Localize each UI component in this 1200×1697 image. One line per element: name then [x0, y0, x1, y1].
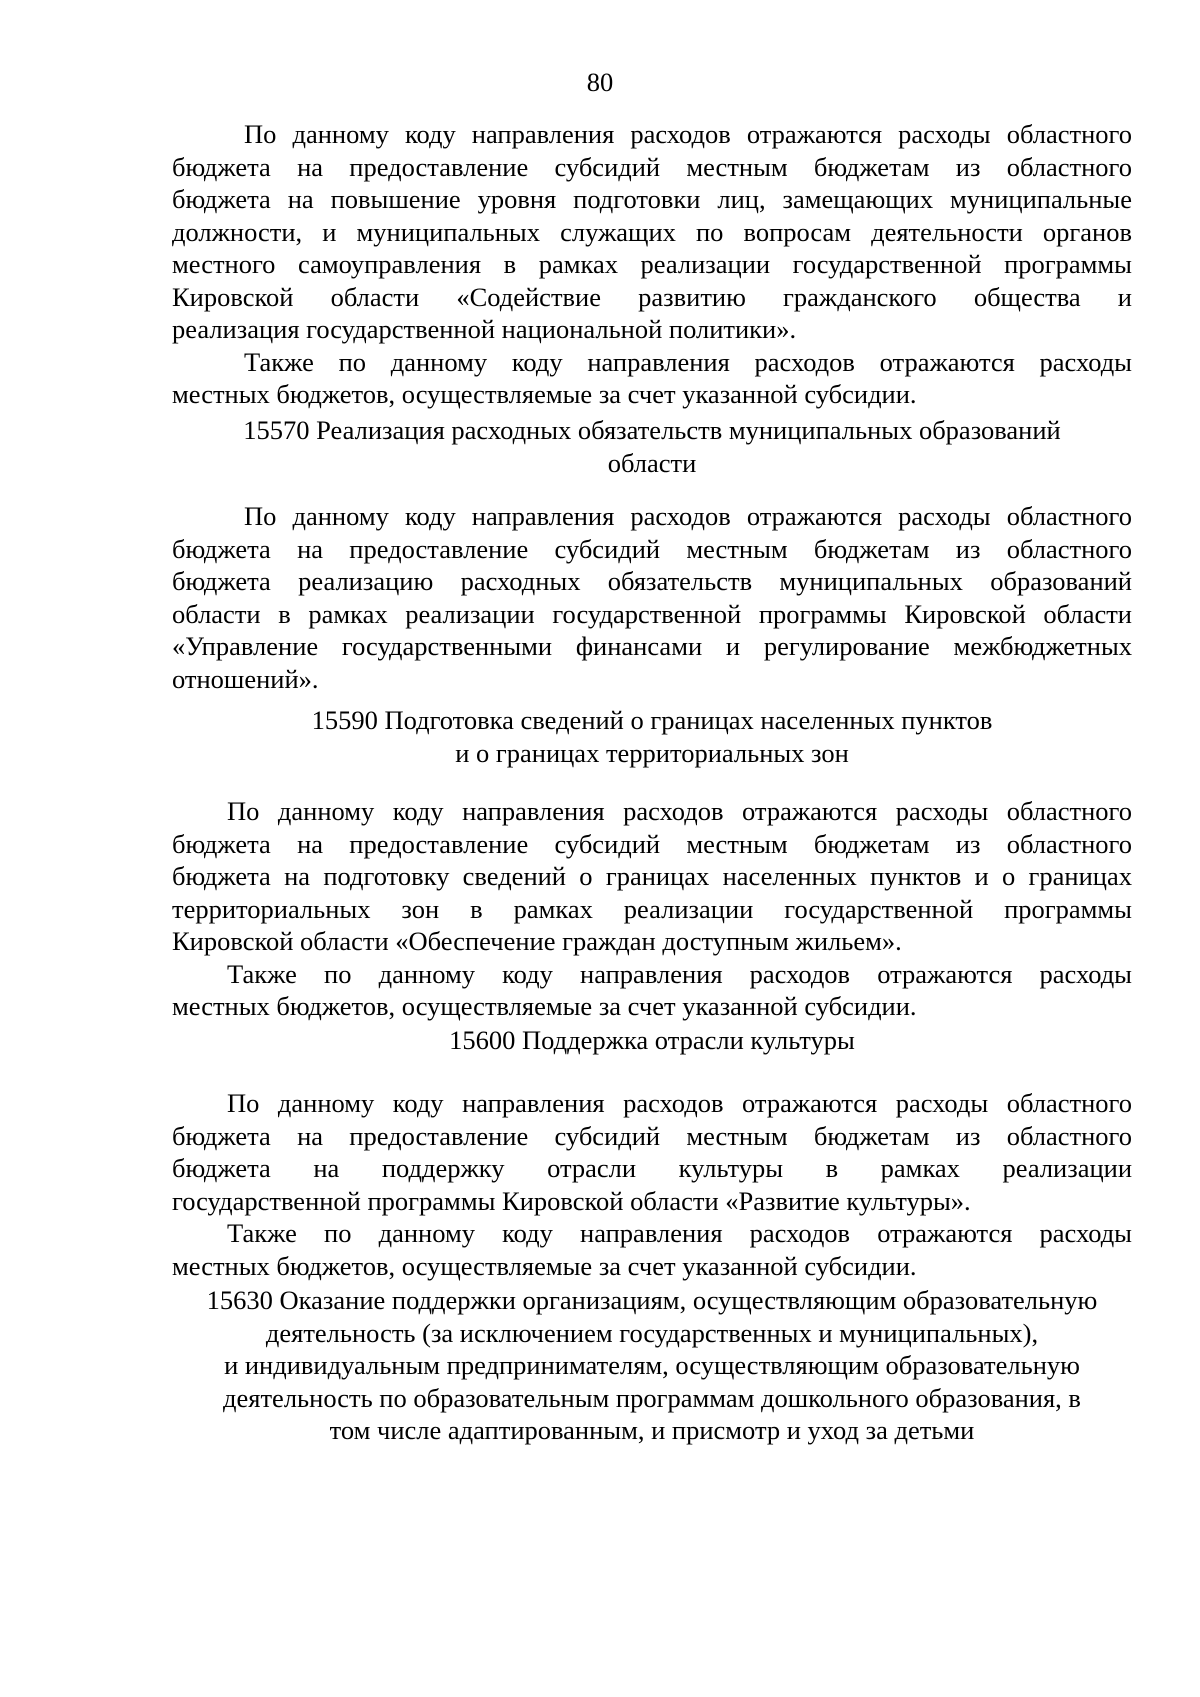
section-heading: [172, 414, 1132, 479]
heading-line: 15590 Подготовка сведений о границах населенных пунктов: [311, 705, 993, 735]
text-line: бюджета на предоставление субсидий местным бюджетам из областного: [172, 533, 1132, 564]
paragraph: [172, 500, 1132, 695]
section-15570-body: [172, 500, 1132, 695]
heading-line: и индивидуальным предпринимателям, осуществляющим образовательную: [224, 1350, 1080, 1380]
section-15570: [172, 414, 1132, 479]
text-line: бюджета на предоставление субсидий местным бюджетам из областного: [172, 151, 1132, 182]
section-15590-body: [172, 795, 1132, 1023]
text-line: По данному коду направления расходов отражаются расходы областного: [227, 1088, 1132, 1118]
paragraph: [172, 795, 1132, 958]
text-line: отношений».: [172, 663, 319, 694]
section-heading: [172, 704, 1132, 769]
text-line: бюджета на повышение уровня подготовки лиц, замещающих муниципальные: [172, 184, 1132, 214]
section-15600: [172, 1024, 1132, 1057]
text-line: Кировской области «Содействие развитию гражданского общества и: [172, 281, 1132, 312]
text-line: Также по данному коду направления расходов отражаются расходы: [227, 1218, 1132, 1248]
text-line: Кировской области «Обеспечение граждан доступным жильем».: [172, 926, 902, 956]
heading-line: 15570 Реализация расходных обязательств муниципальных образований: [243, 415, 1061, 445]
paragraph: [172, 118, 1132, 346]
text-line: Также по данному коду направления расходов отражаются расходы: [227, 958, 1132, 989]
page-number: 80: [586, 67, 614, 97]
heading-line: деятельность по образовательным программам дошкольного образования, в: [223, 1382, 1081, 1413]
text-line: бюджета на подготовку сведений о границах населенных пунктов и о границах: [172, 861, 1132, 891]
text-line: местного самоуправления в рамках реализации государственной программы: [172, 249, 1132, 279]
text-line: государственной программы Кировской области «Развитие культуры».: [172, 1185, 971, 1216]
section-heading: [172, 1284, 1132, 1447]
paragraph: [172, 1217, 1132, 1282]
text-line: По данному коду направления расходов отражаются расходы областного: [244, 501, 1132, 531]
section-15600-body: [172, 1087, 1132, 1282]
paragraph: [172, 346, 1132, 411]
text-line: местных бюджетов, осуществляемые за счет указанной субсидии.: [172, 1250, 917, 1281]
text-line: Также по данному коду направления расходов отражаются расходы: [244, 346, 1132, 377]
text-line: бюджета на предоставление субсидий местным бюджетам из областного: [172, 1120, 1132, 1151]
section-heading: [172, 1024, 1132, 1057]
section-15590: [172, 704, 1132, 769]
intro-section: [172, 118, 1132, 411]
text-line: «Управление государственными финансами и регулирование межбюджетных: [172, 631, 1132, 661]
text-line: бюджета реализацию расходных обязательств муниципальных образований: [172, 566, 1132, 596]
heading-line: деятельность (за исключением государственных и муниципальных),: [265, 1317, 1039, 1348]
paragraph: [172, 1087, 1132, 1217]
text-line: местных бюджетов, осуществляемые за счет указанной субсидии.: [172, 991, 917, 1021]
heading-line: области: [607, 447, 697, 478]
text-line: По данному коду направления расходов отражаются расходы областного: [227, 796, 1132, 826]
text-line: реализация государственной национальной политики».: [172, 314, 797, 344]
heading-line: 15600 Поддержка отрасли культуры: [449, 1025, 855, 1055]
section-15630: [172, 1284, 1132, 1447]
text-line: бюджета на поддержку отрасли культуры в рамках реализации: [172, 1153, 1132, 1183]
heading-line: том числе адаптированным, и присмотр и уход за детьми: [329, 1415, 975, 1445]
heading-line: и о границах территориальных зон: [455, 737, 849, 768]
heading-line: 15630 Оказание поддержки организациям, осуществляющим образовательную: [206, 1285, 1098, 1315]
text-line: территориальных зон в рамках реализации государственной программы: [172, 893, 1132, 924]
text-line: должности, и муниципальных служащих по вопросам деятельности органов: [172, 216, 1132, 247]
text-line: По данному коду направления расходов отражаются расходы областного: [244, 119, 1132, 149]
paragraph: [172, 958, 1132, 1023]
text-line: области в рамках реализации государственной программы Кировской области: [172, 598, 1132, 629]
text-line: местных бюджетов, осуществляемые за счет указанной субсидии.: [172, 379, 917, 409]
text-line: бюджета на предоставление субсидий местным бюджетам из областного: [172, 828, 1132, 859]
